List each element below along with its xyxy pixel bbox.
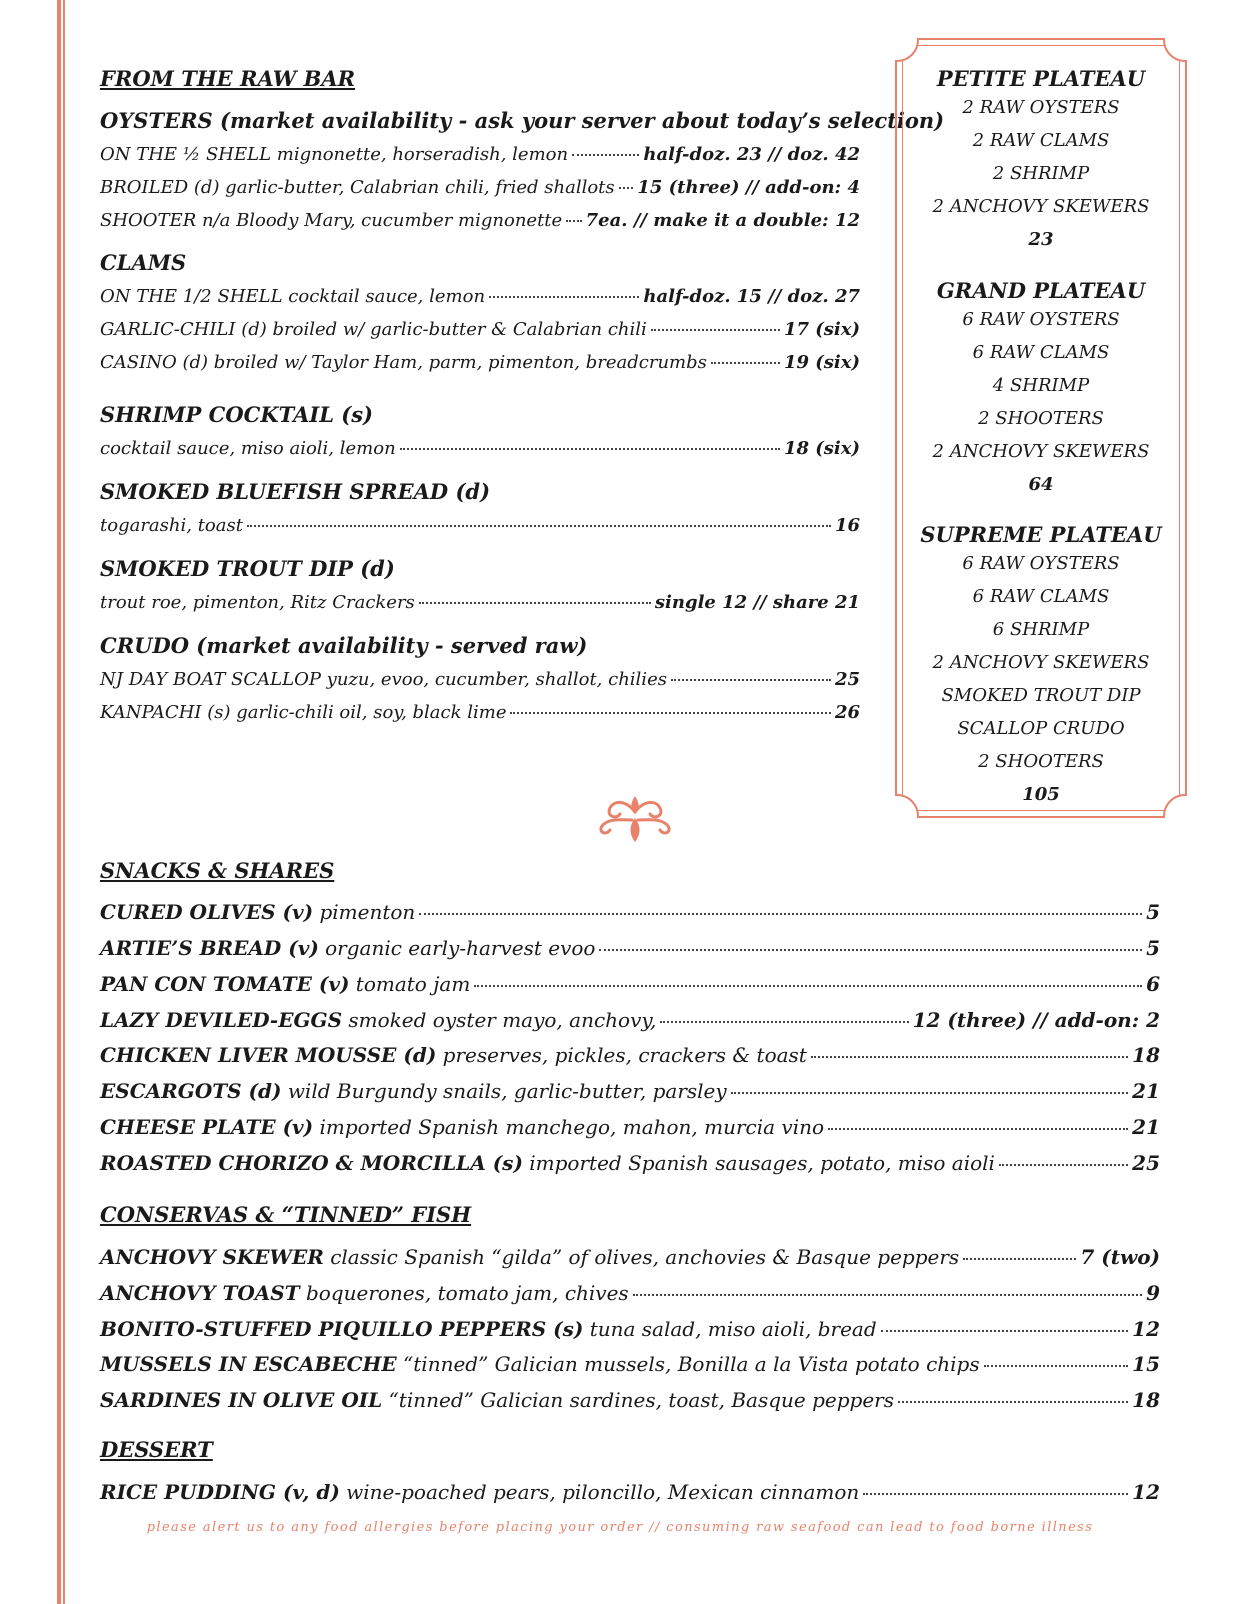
item-text: ON THE ½ SHELL mignonette, horseradish, lemon [100, 144, 569, 165]
dot-leader [400, 448, 780, 450]
menu-item [100, 936, 1160, 960]
item-text: SHOOTER n/a Bloody Mary, cucumber mignonette [100, 210, 563, 231]
raw-bar-title: FROM THE RAW BAR [100, 66, 356, 91]
dot-leader [731, 1092, 1128, 1094]
item-desc: “tinned” Galician sardines, toast, Basque peppers [388, 1388, 894, 1412]
item-price: single 12 // share 21 [654, 592, 860, 613]
item-price: 25 [834, 669, 860, 690]
menu-item [100, 144, 860, 165]
trout-heading: SMOKED TROUT DIP (d) [100, 556, 395, 581]
plateau-item: 2 RAW CLAMS [972, 130, 1110, 151]
item-text: togarashi, toast [100, 515, 243, 536]
dot-leader [671, 679, 831, 681]
item-desc: organic early-harvest evoo [325, 936, 596, 960]
plateau-title: SUPREME PLATEAU [920, 522, 1162, 547]
item-name: SARDINES IN OLIVE OIL [100, 1388, 383, 1412]
item-desc: classic Spanish “gilda” of olives, anchovies & Basque peppers [330, 1245, 960, 1269]
item-name: ROASTED CHORIZO & MORCILLA (s) [100, 1151, 523, 1175]
item-desc: boquerones, tomato jam, chives [305, 1281, 629, 1305]
item-name: ANCHOVY TOAST [100, 1281, 300, 1305]
item-name: CHEESE PLATE (v) [100, 1115, 314, 1139]
box-corner [1163, 38, 1187, 62]
dot-leader [566, 220, 581, 222]
item-price: 21 [1132, 1115, 1160, 1139]
snacks-title: SNACKS & SHARES [100, 858, 335, 883]
dot-leader [660, 1021, 908, 1023]
item-price: 18 [1132, 1043, 1160, 1067]
plateau-item: 2 RAW OYSTERS [962, 97, 1120, 118]
item-price: 12 [1132, 1317, 1160, 1341]
item-desc: imported Spanish manchego, mahon, murcia vino [319, 1115, 825, 1139]
item-name: MUSSELS IN ESCABECHE [100, 1352, 397, 1376]
dot-leader [619, 187, 634, 189]
clams-heading: CLAMS [100, 250, 187, 275]
item-desc: smoked oyster mayo, anchovy, [348, 1008, 657, 1032]
menu-item [100, 592, 860, 613]
item-price: half-doz. 15 // doz. 27 [643, 286, 860, 307]
menu-item [100, 1115, 1160, 1139]
item-price: half-doz. 23 // doz. 42 [643, 144, 860, 165]
menu-item [100, 972, 1160, 996]
petite-plateau [897, 66, 1185, 256]
dot-leader [247, 525, 831, 527]
item-desc: wild Burgundy snails, garlic-butter, parsley [287, 1079, 727, 1103]
dot-leader [572, 154, 639, 156]
item-price: 5 [1146, 936, 1160, 960]
plateau-item: 6 RAW CLAMS [972, 342, 1110, 363]
dot-leader [828, 1128, 1128, 1130]
item-desc: “tinned” Galician mussels, Bonilla a la Vista potato chips [403, 1352, 980, 1376]
menu-item [100, 319, 860, 340]
menu-item [100, 1151, 1160, 1175]
conservas-title: CONSERVAS & “TINNED” FISH [100, 1202, 472, 1227]
item-price: 26 [834, 702, 860, 723]
item-text: GARLIC-CHILI (d) broiled w/ garlic-butter & Calabrian chili [100, 319, 647, 340]
item-name: BONITO-STUFFED PIQUILLO PEPPERS (s) [100, 1317, 584, 1341]
menu-item [100, 669, 860, 690]
item-price: 9 [1146, 1281, 1160, 1305]
item-name: LAZY DEVILED-EGGS [100, 1008, 343, 1032]
item-price: 6 [1146, 972, 1160, 996]
menu-item [100, 702, 860, 723]
dot-leader [898, 1401, 1128, 1403]
item-price: 15 [1132, 1352, 1160, 1376]
plateau-item: 2 ANCHOVY SKEWERS [932, 196, 1150, 217]
item-desc: pimenton [319, 900, 416, 924]
item-price: 12 (three) // add-on: 2 [912, 1008, 1160, 1032]
menu-item [100, 900, 1160, 924]
plateau-box [895, 38, 1187, 818]
bluefish-heading: SMOKED BLUEFISH SPREAD (d) [100, 479, 491, 504]
item-name: ARTIE’S BREAD (v) [100, 936, 319, 960]
plateau-item: 4 SHRIMP [992, 375, 1090, 396]
dot-leader [510, 712, 830, 714]
menu-item [100, 1352, 1160, 1376]
item-price: 7 (two) [1080, 1245, 1160, 1269]
item-text: ON THE 1/2 SHELL cocktail sauce, lemon [100, 286, 486, 307]
flourish-ornament-icon [596, 790, 674, 846]
item-name: RICE PUDDING (v, d) [100, 1480, 340, 1504]
dot-leader [963, 1258, 1076, 1260]
menu-item [100, 352, 860, 373]
menu-item [100, 1079, 1160, 1103]
item-price: 12 [1132, 1480, 1160, 1504]
item-name: CHICKEN LIVER MOUSSE (d) [100, 1043, 437, 1067]
item-desc: tuna salad, miso aioli, bread [589, 1317, 877, 1341]
item-text: KANPACHI (s) garlic-chili oil, soy, black lime [100, 702, 507, 723]
grand-plateau [897, 278, 1185, 501]
menu-item [100, 1043, 1160, 1067]
item-price: 18 [1132, 1388, 1160, 1412]
item-price: 21 [1132, 1079, 1160, 1103]
item-name: ANCHOVY SKEWER [100, 1245, 324, 1269]
item-price: 15 (three) // add-on: 4 [637, 177, 860, 198]
plateau-price: 23 [1028, 229, 1054, 250]
plateau-price: 105 [1022, 784, 1060, 805]
plateau-item: 6 SHRIMP [992, 619, 1090, 640]
menu-item [100, 1245, 1160, 1269]
item-name: ESCARGOTS (d) [100, 1079, 282, 1103]
plateau-item: 2 ANCHOVY SKEWERS [932, 652, 1150, 673]
allergy-footer: please alert us to any food allergies before placing your order // consuming raw seafood can lead to food borne illness [146, 1520, 1094, 1535]
plateau-item: 2 SHOOTERS [978, 408, 1104, 429]
menu-item [100, 210, 860, 231]
item-price: 18 (six) [783, 438, 860, 459]
item-name: PAN CON TOMATE (v) [100, 972, 350, 996]
dot-leader [633, 1294, 1142, 1296]
box-corner [895, 38, 919, 62]
plateau-title: PETITE PLATEAU [936, 66, 1146, 91]
menu-item [100, 1008, 1160, 1032]
menu-item [100, 1480, 1160, 1504]
item-price: 5 [1146, 900, 1160, 924]
item-price: 17 (six) [783, 319, 860, 340]
dot-leader [419, 913, 1142, 915]
item-desc: preserves, pickles, crackers & toast [442, 1043, 807, 1067]
plateau-item: 6 RAW CLAMS [972, 586, 1110, 607]
dot-leader [711, 362, 780, 364]
item-price: 16 [834, 515, 860, 536]
shrimp-heading: SHRIMP COCKTAIL (s) [100, 402, 373, 427]
dot-leader [651, 329, 780, 331]
plateau-item: 2 ANCHOVY SKEWERS [932, 441, 1150, 462]
item-desc: tomato jam [355, 972, 471, 996]
menu-item [100, 438, 860, 459]
plateau-item: SCALLOP CRUDO [957, 718, 1125, 739]
plateau-item: 6 RAW OYSTERS [962, 553, 1120, 574]
plateau-title: GRAND PLATEAU [936, 278, 1146, 303]
item-text: BROILED (d) garlic-butter, Calabrian chili, fried shallots [100, 177, 615, 198]
dot-leader [489, 296, 639, 298]
oysters-heading: OYSTERS (market availability - ask your server about today’s selection) [100, 108, 945, 133]
dot-leader [881, 1330, 1129, 1332]
menu-item [100, 1281, 1160, 1305]
dot-leader [474, 985, 1142, 987]
plateau-item: SMOKED TROUT DIP [941, 685, 1141, 706]
item-text: CASINO (d) broiled w/ Taylor Ham, parm, pimenton, breadcrumbs [100, 352, 707, 373]
dessert-title: DESSERT [100, 1437, 213, 1462]
plateau-item: 2 SHOOTERS [978, 751, 1104, 772]
plateau-item: 2 SHRIMP [992, 163, 1090, 184]
item-text: NJ DAY BOAT SCALLOP yuzu, evoo, cucumber, shallot, chilies [100, 669, 667, 690]
dot-leader [811, 1056, 1128, 1058]
crudo-heading: CRUDO (market availability - served raw) [100, 633, 588, 658]
dot-leader [599, 949, 1142, 951]
menu-item [100, 515, 860, 536]
plateau-item: 6 RAW OYSTERS [962, 309, 1120, 330]
item-text: cocktail sauce, miso aioli, lemon [100, 438, 396, 459]
item-desc: imported Spanish sausages, potato, miso aioli [529, 1151, 995, 1175]
dot-leader [984, 1365, 1129, 1367]
menu-item [100, 1388, 1160, 1412]
menu-item [100, 1317, 1160, 1341]
left-border-rail-inner [63, 0, 65, 1604]
item-price: 19 (six) [783, 352, 860, 373]
plateau-price: 64 [1028, 474, 1054, 495]
supreme-plateau [897, 522, 1185, 811]
menu-item [100, 177, 860, 198]
menu-item [100, 286, 860, 307]
dot-leader [863, 1493, 1128, 1495]
dot-leader [999, 1164, 1128, 1166]
item-price: 7ea. // make it a double: 12 [585, 210, 860, 231]
item-text: trout roe, pimenton, Ritz Crackers [100, 592, 415, 613]
item-price: 25 [1132, 1151, 1160, 1175]
left-border-rail [57, 0, 61, 1604]
item-name: CURED OLIVES (v) [100, 900, 314, 924]
item-desc: wine-poached pears, piloncillo, Mexican cinnamon [346, 1480, 860, 1504]
dot-leader [419, 602, 651, 604]
